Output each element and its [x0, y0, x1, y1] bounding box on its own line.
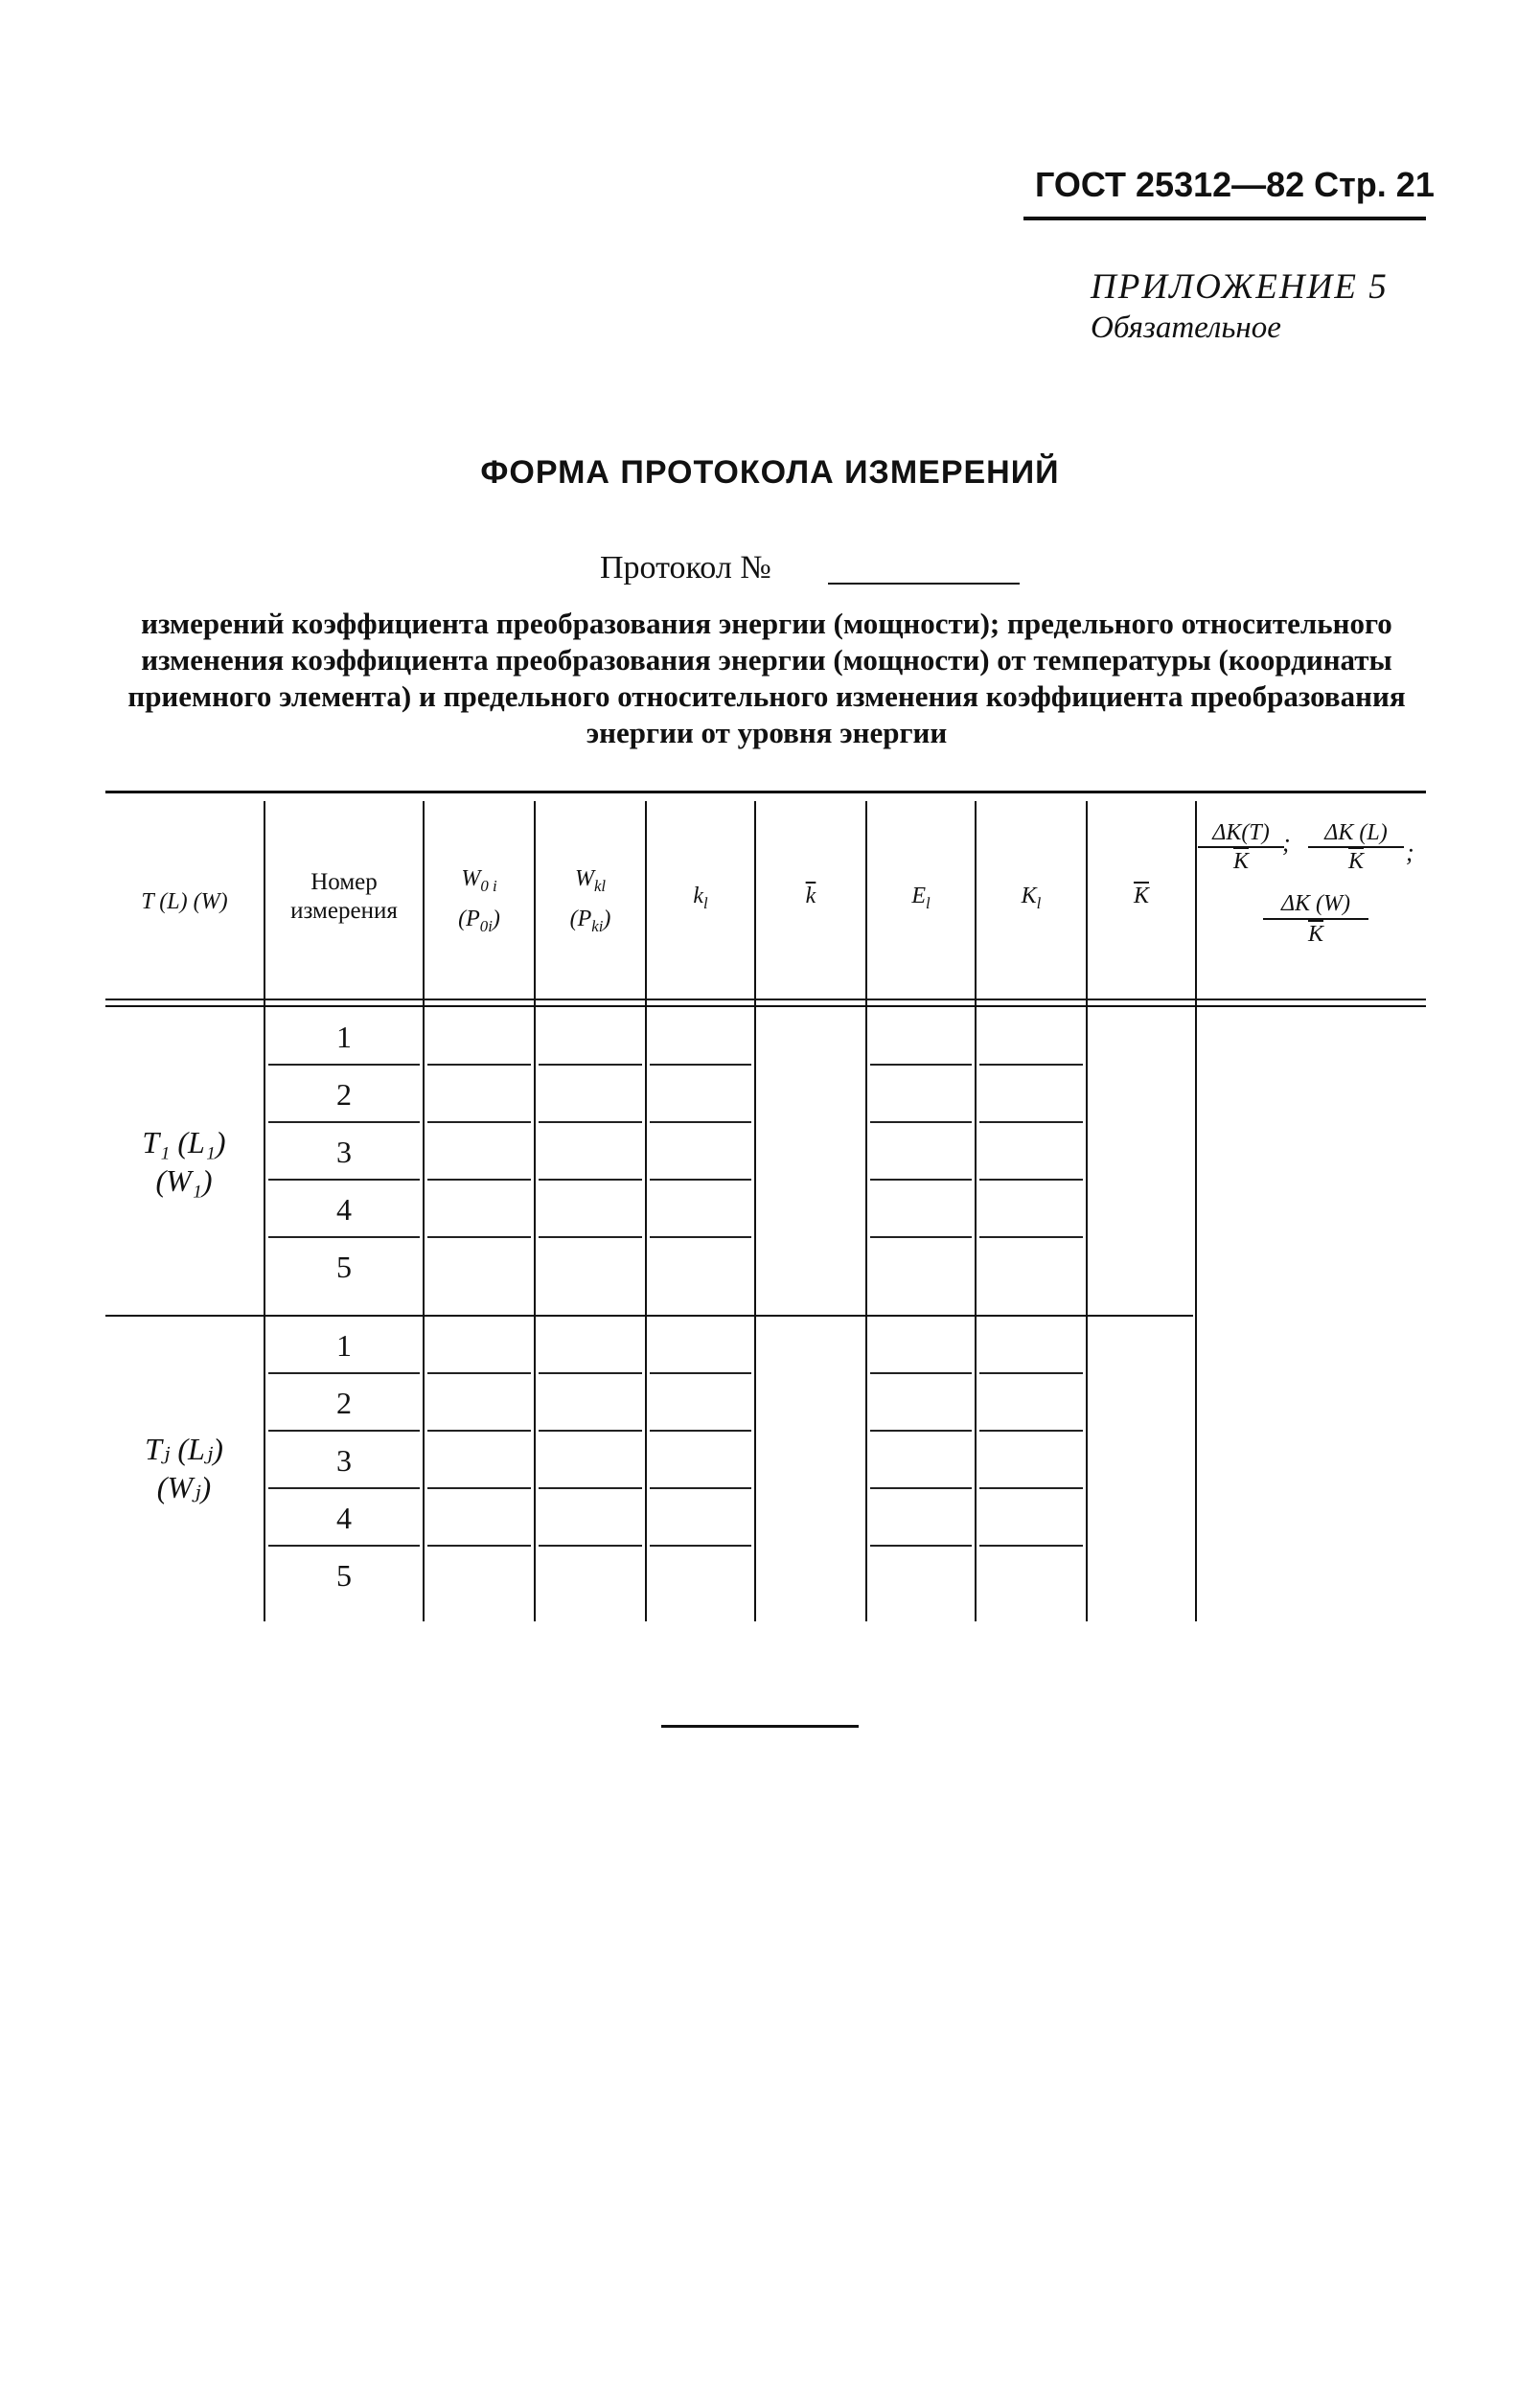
protocol-number-line — [828, 583, 1020, 585]
form-title: ФОРМА ПРОТОКОЛА ИЗМЕРЕНИЙ — [480, 454, 1060, 491]
header-bottom-rule-1 — [105, 999, 1426, 1000]
row-separator — [650, 1487, 751, 1489]
row-separator — [268, 1236, 420, 1238]
row-separator — [539, 1064, 642, 1066]
group-label-1-line1: T₁ (L₁) — [142, 1125, 226, 1160]
row-separator — [870, 1064, 972, 1066]
ki-subscript: l — [702, 893, 708, 912]
row-separator — [870, 1121, 972, 1123]
row-separator — [427, 1372, 531, 1374]
measurement-number: 1 — [336, 1020, 352, 1054]
row-separator — [870, 1179, 972, 1181]
ki-symbol: k — [693, 884, 703, 908]
row-separator — [427, 1487, 531, 1489]
fraction-dk-l — [1308, 819, 1404, 875]
row-separator — [427, 1064, 531, 1066]
row-separator — [427, 1430, 531, 1432]
row-separator — [539, 1179, 642, 1181]
p0-symbol: (P — [458, 906, 480, 931]
col-line-4 — [645, 801, 647, 1621]
row-separator — [268, 1179, 420, 1181]
col-line-9 — [1195, 801, 1197, 1621]
measurement-number: 1 — [336, 1328, 352, 1363]
row-separator — [539, 1236, 642, 1238]
measurement-number: 2 — [336, 1386, 352, 1420]
appendix-title: ПРИЛОЖЕНИЕ 5 — [1091, 267, 1389, 307]
row-separator — [268, 1121, 420, 1123]
row-separator — [539, 1121, 642, 1123]
measurement-number: 3 — [336, 1135, 352, 1169]
group-label-2-line1: Tⱼ (Lⱼ) — [145, 1432, 223, 1466]
row-separator — [427, 1121, 531, 1123]
header-bottom-rule-2 — [105, 1005, 1426, 1007]
ei-subscript: l — [926, 893, 931, 912]
table-top-rule — [105, 791, 1426, 793]
row-separator — [650, 1236, 751, 1238]
row-separator — [979, 1064, 1083, 1066]
row-separator — [650, 1064, 751, 1066]
row-separator — [870, 1236, 972, 1238]
pk-symbol: (P — [569, 906, 592, 931]
protocol-label: Протокол № — [600, 550, 771, 586]
row-separator — [427, 1179, 531, 1181]
fraction-dk-w-denominator: K — [1307, 922, 1323, 947]
measurement-number: 5 — [336, 1250, 352, 1284]
row-separator — [268, 1372, 420, 1374]
appendix-status: Обязательное — [1091, 310, 1281, 345]
row-separator — [979, 1487, 1083, 1489]
header-col-temperature: T (L) (W) — [141, 889, 228, 914]
header-col-K-mean: $\overline{K}$ — [1133, 884, 1149, 908]
row-separator — [427, 1545, 531, 1547]
end-rule — [661, 1725, 859, 1728]
fraction-dk-w-numerator: ΔK (W) — [1263, 889, 1368, 920]
col-line-7 — [975, 801, 977, 1621]
measurement-number: 2 — [336, 1077, 352, 1112]
row-separator — [268, 1487, 420, 1489]
row-separator — [650, 1179, 751, 1181]
w0-symbol: W — [461, 866, 481, 891]
row-separator — [539, 1487, 642, 1489]
header-col-Ki — [977, 884, 1086, 913]
pk-subscript: ki — [591, 916, 604, 935]
row-separator — [650, 1430, 751, 1432]
row-separator — [870, 1545, 972, 1547]
header-col-ei — [867, 884, 975, 913]
header-col-w0: $W_{0 i}$ $(P_{0i})$ — [458, 866, 500, 935]
row-separator — [268, 1545, 420, 1547]
group-label-1 — [107, 1123, 261, 1200]
header-col-wk: $W_{kl}$ $(P_{ki})$ — [569, 866, 611, 935]
header-col-k-mean: $\overline{k}$ — [805, 884, 816, 908]
fraction-dk-w — [1263, 889, 1368, 949]
row-separator — [870, 1372, 972, 1374]
measurement-number: 4 — [336, 1192, 352, 1227]
header-col-measurement-number-line2: измерения — [290, 898, 398, 924]
ei-symbol: E — [911, 884, 926, 908]
row-separator — [979, 1430, 1083, 1432]
group-separator — [105, 1315, 1193, 1317]
row-separator — [650, 1121, 751, 1123]
header-col-measurement-number-line1: Номер — [310, 869, 378, 895]
row-separator — [650, 1545, 751, 1547]
p0-subscript: 0i — [479, 916, 493, 935]
protocol-description: измерений коэффициента преобразования энергии (мощности); предельного относительного изменения коэффициента преобразования энергии (мощности) от температуры (координаты приемного элемента) и предельного относительного изменения коэффициента преобразования энергии от уровня энергии — [127, 607, 1406, 749]
group-label-2-line2: (Wⱼ) — [156, 1470, 212, 1504]
fraction-dk-l-numerator: ΔK (L) — [1308, 819, 1404, 848]
measurement-number: 5 — [336, 1558, 352, 1593]
col-line-5 — [754, 801, 756, 1621]
document-id: ГОСТ 25312—82 Стр. 21 — [1035, 165, 1435, 204]
semicolon-2: ; — [1406, 838, 1414, 866]
row-separator — [979, 1179, 1083, 1181]
header-col-ki — [647, 884, 754, 913]
Ki-symbol: K — [1021, 884, 1037, 908]
row-separator — [979, 1372, 1083, 1374]
fraction-dk-l-denominator: K — [1347, 849, 1364, 874]
group-label-2 — [107, 1430, 261, 1506]
row-separator — [427, 1236, 531, 1238]
fraction-dk-t-denominator: K — [1232, 849, 1249, 874]
fraction-dk-t-numerator: ΔK(T) — [1198, 819, 1284, 848]
measurement-number: 4 — [336, 1501, 352, 1535]
row-separator — [539, 1372, 642, 1374]
row-separator — [268, 1064, 420, 1066]
wk-subscript: kl — [593, 876, 607, 895]
row-separator — [979, 1545, 1083, 1547]
col-line-6 — [865, 801, 867, 1621]
measurement-number: 3 — [336, 1443, 352, 1478]
semicolon-1: ; — [1282, 829, 1291, 857]
row-separator — [979, 1236, 1083, 1238]
Ki-subscript: l — [1036, 893, 1042, 912]
header-col-measurement-number — [265, 868, 423, 926]
row-separator — [539, 1545, 642, 1547]
wk-symbol: W — [574, 866, 594, 891]
header-rule — [1023, 217, 1426, 220]
row-separator — [539, 1430, 642, 1432]
row-separator — [268, 1430, 420, 1432]
row-separator — [870, 1487, 972, 1489]
row-separator — [650, 1372, 751, 1374]
col-line-8 — [1086, 801, 1088, 1621]
w0-subscript: 0 i — [480, 876, 497, 895]
row-separator — [870, 1430, 972, 1432]
fraction-dk-t — [1198, 819, 1284, 875]
group-label-1-line2: (W₁) — [155, 1163, 213, 1198]
row-separator — [979, 1121, 1083, 1123]
